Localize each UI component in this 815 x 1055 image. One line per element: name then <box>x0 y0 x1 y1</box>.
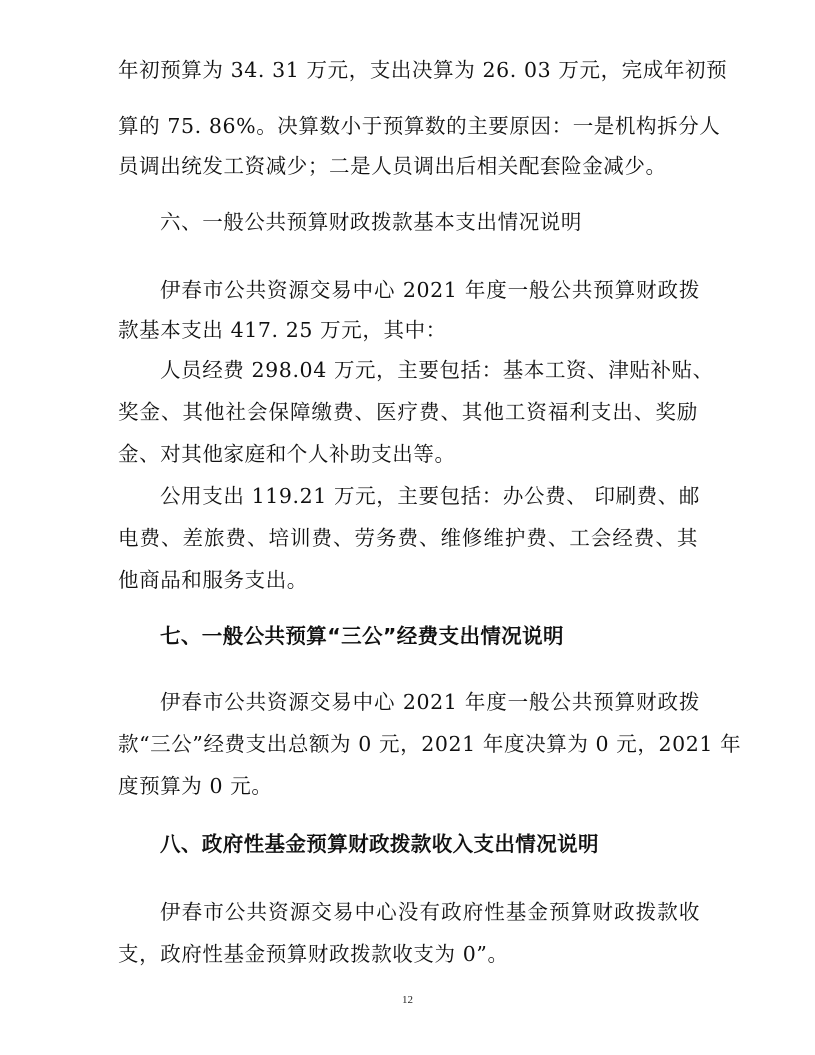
paragraph-line: 人员经费 298.04 万元，主要包括：基本工资、津贴补贴、 <box>160 358 714 382</box>
section-heading: 六、一般公共预算财政拨款基本支出情况说明 <box>160 210 582 234</box>
section-heading: 八、政府性基金预算财政拨款收入支出情况说明 <box>160 832 599 856</box>
paragraph-line: 公用支出 119.21 万元，主要包括：办公费、 印刷费、邮 <box>160 484 700 508</box>
section-heading: 七、一般公共预算“三公”经费支出情况说明 <box>160 624 564 648</box>
paragraph-line: 度预算为 0 元。 <box>118 774 273 798</box>
paragraph-line: 伊春市公共资源交易中心 2021 年度一般公共预算财政拨 <box>160 690 700 714</box>
paragraph-line: 伊春市公共资源交易中心 2021 年度一般公共预算财政拨 <box>160 278 700 302</box>
paragraph-line: 算的 75. 86%。决算数小于预算数的主要原因：一是机构拆分人 <box>118 114 721 138</box>
paragraph-line: 款“三公”经费支出总额为 0 元，2021 年度决算为 0 元，2021 年 <box>118 732 742 756</box>
paragraph-line: 电费、差旅费、培训费、劳务费、维修维护费、工会经费、其 <box>118 526 698 550</box>
page-number: 12 <box>402 994 413 1006</box>
paragraph-line: 年初预算为 34. 31 万元，支出决算为 26. 03 万元，完成年初预 <box>118 58 728 82</box>
paragraph-line: 他商品和服务支出。 <box>118 568 308 592</box>
paragraph-line: 款基本支出 417. 25 万元，其中： <box>118 318 447 342</box>
paragraph-line: 金、对其他家庭和个人补助支出等。 <box>118 442 456 466</box>
paragraph-line: 伊春市公共资源交易中心没有政府性基金预算财政拨款收 <box>160 900 700 924</box>
paragraph-line: 奖金、其他社会保障缴费、医疗费、其他工资福利支出、奖励 <box>118 400 698 424</box>
paragraph-line: 员调出统发工资减少；二是人员调出后相关配套险金减少。 <box>118 154 667 178</box>
paragraph-line: 支，政府性基金预算财政拨款收支为 0”。 <box>118 942 509 966</box>
